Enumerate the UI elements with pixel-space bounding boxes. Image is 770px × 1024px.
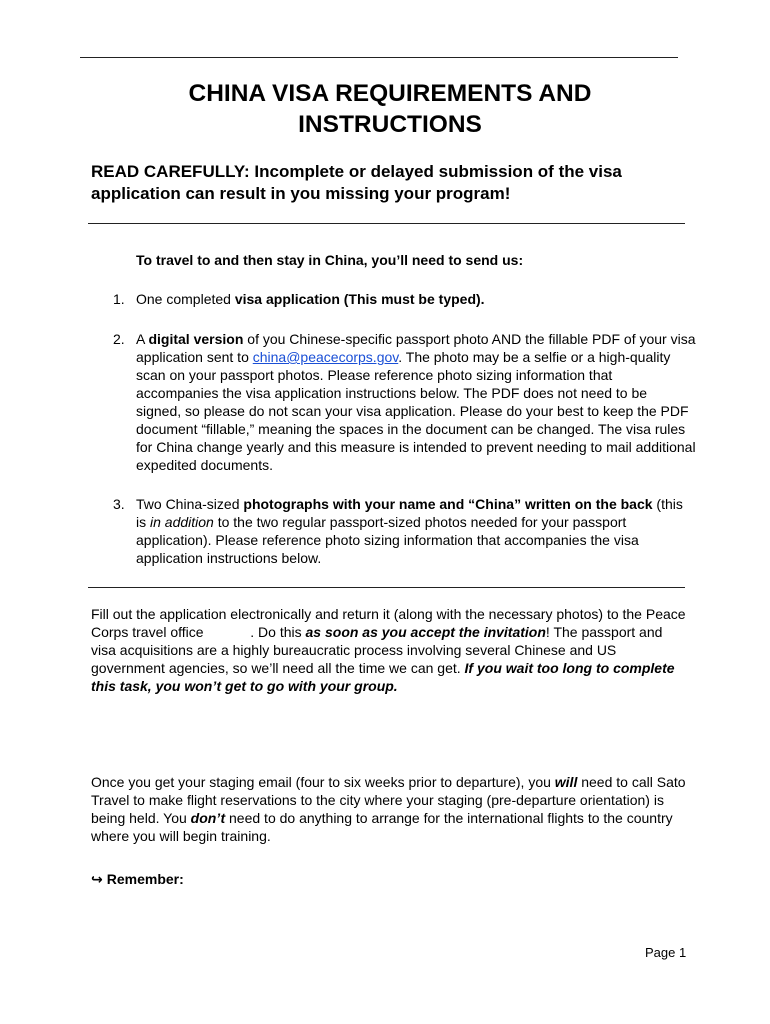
item-text: of you Chinese-specific passport photo AND the fillable PDF of your visa application sent to xyxy=(136,331,696,365)
remember-heading xyxy=(91,870,184,889)
top-rule xyxy=(80,57,678,58)
paragraph-staging xyxy=(91,773,691,845)
email-link[interactable]: china@peacecorps.gov xyxy=(252,349,399,365)
item-bold-text: visa application (This must be typed). xyxy=(234,291,485,307)
page-number: Page 1 xyxy=(645,945,687,960)
title-line-2: INSTRUCTIONS xyxy=(298,111,482,138)
paragraph-submit xyxy=(91,605,691,695)
intro-heading: To travel to and then stay in China, you’ll need to send us: xyxy=(136,252,524,268)
para-gap xyxy=(204,624,251,640)
para-text: Fill out the application electronically and return it (along with the necessary photos) to the Peace Corps travel office xyxy=(91,606,686,640)
para-text: need to call Sato Travel to make flight reservations to the city where your staging (pre-departure orientation) is being held. You xyxy=(91,774,686,826)
item-text: A xyxy=(136,331,149,347)
right-hook-arrow-icon: ↪ xyxy=(91,872,103,888)
warning-text: READ CAREFULLY: Incomplete or delayed submission of the visa application can result in you missing your program! xyxy=(91,162,622,203)
para-emphasis: as soon as you accept the invitation xyxy=(305,624,546,640)
para-emphasis: If you wait too long to complete this task, you won’t get to go with your group. xyxy=(91,660,675,694)
section-rule-1 xyxy=(88,223,685,224)
item-text: (this is xyxy=(136,496,683,530)
list-item-number: 1. xyxy=(113,291,125,307)
para-text: ! The passport and visa acquisitions are a highly bureaucratic process involving several Chinese and US government agencies, so we’ll need all the time we can get. xyxy=(91,624,663,676)
list-item-number: 3. xyxy=(113,496,125,512)
section-rule-2 xyxy=(88,587,685,588)
para-emphasis: don’t xyxy=(190,810,226,826)
item-text: One completed xyxy=(136,291,235,307)
para-text: need to do anything to arrange for the international flights to the country where you will begin training. xyxy=(91,810,673,844)
para-text: . Do this xyxy=(250,624,306,640)
item-text: . The photo may be a selfie or a high-quality scan on your passport photos. Please reference photo sizing information that accompanies the visa application instructions below. The PDF does not need to be signed, so please do not scan your visa application. Please do your best to keep the PDF document “fillable,” meaning the spaces in the document can be changed. The visa rules for China change yearly and this measure is intended to prevent needing to mail additional expedited documents. xyxy=(136,349,696,473)
para-text: Once you get your staging email (four to six weeks prior to departure), you xyxy=(91,774,555,790)
item-italic-text: in addition xyxy=(150,514,214,530)
list-item xyxy=(136,330,696,474)
document-title xyxy=(80,78,700,140)
list-item-number: 2. xyxy=(113,331,125,347)
remember-label: Remember: xyxy=(106,871,184,887)
item-text: to the two regular passport-sized photos needed for your passport application). Please reference photo sizing information that accompanies the visa application instructions below. xyxy=(136,514,639,566)
item-bold-text: photographs with your name and “China” written on the back xyxy=(243,496,653,512)
list-item xyxy=(136,495,691,567)
item-text: Two China-sized xyxy=(136,496,244,512)
item-bold-text: digital version xyxy=(148,331,244,347)
title-line-1: CHINA VISA REQUIREMENTS AND xyxy=(188,80,592,107)
list-item xyxy=(136,290,696,308)
para-emphasis: will xyxy=(554,774,578,790)
